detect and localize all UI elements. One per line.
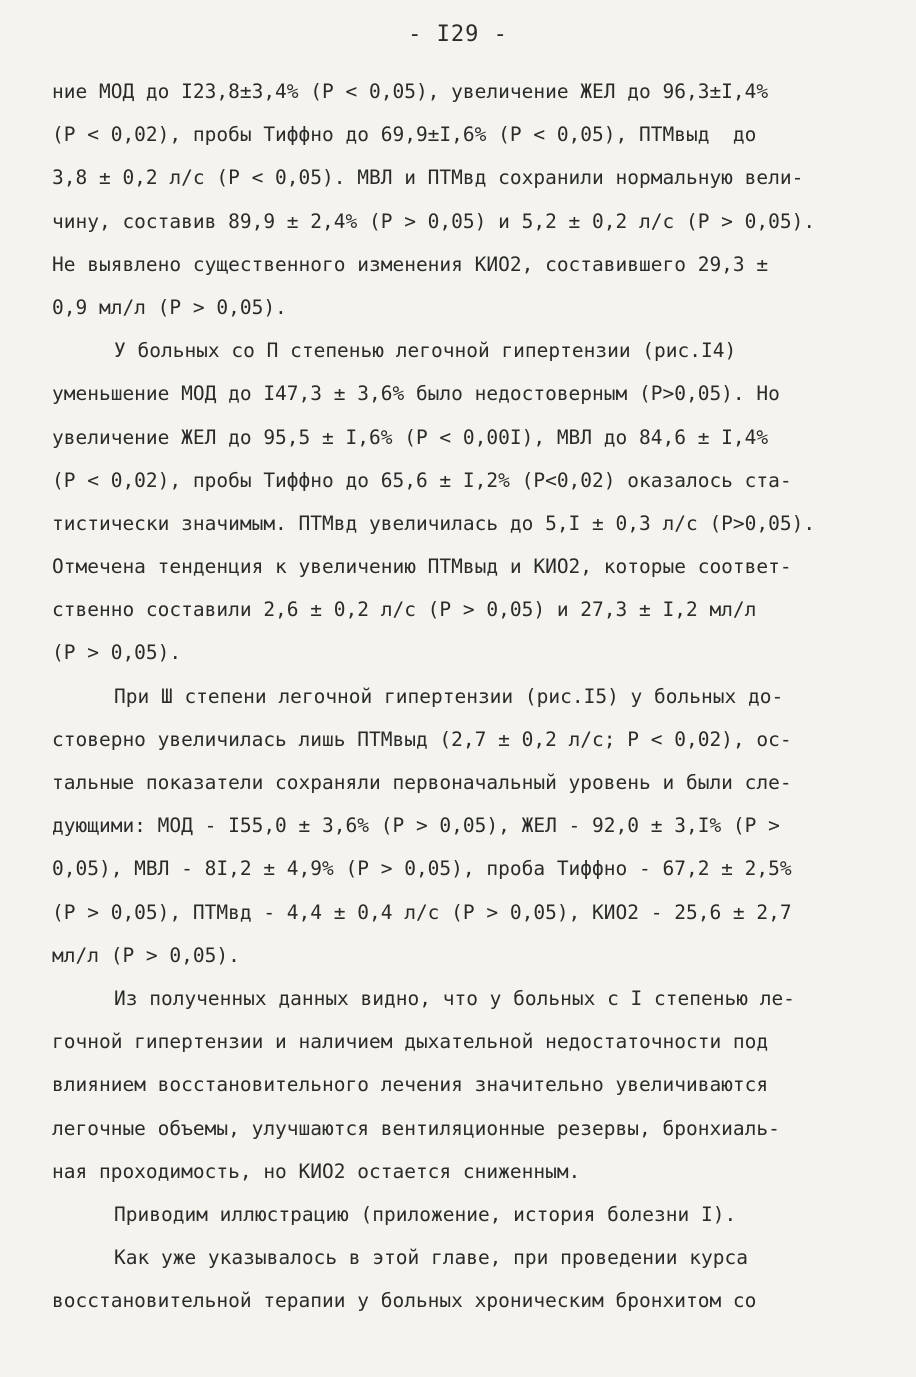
text-line: влиянием восстановительного лечения значительно увеличиваются: [52, 1073, 769, 1097]
text-line: тальные показатели сохраняли первоначальный уровень и были сле-: [52, 771, 792, 794]
text-line: гочной гипертензии и наличием дыхательной недостаточности под: [52, 1030, 769, 1054]
text-line: (P < 0,02), пробы Тиффно до 65,6 ± I,2% (P<0,02) оказалось ста-: [52, 468, 792, 492]
text-line: ние МОД до I23,8±3,4% (P < 0,05), увеличение ЖЕЛ до 96,3±I,4%: [52, 80, 769, 103]
text-line: мл/л (P > 0,05).: [52, 943, 240, 967]
text-line: (P < 0,02), пробы Тиффно до 69,9±I,6% (P < 0,05), ПТМвыд до: [52, 123, 757, 147]
text-line: 0,05), МВЛ - 8I,2 ± 4,9% (P > 0,05), проба Тиффно - 67,2 ± 2,5%: [52, 857, 792, 881]
text-line: восстановительной терапии у больных хроническим бронхитом со: [52, 1289, 757, 1313]
page-number: - I29 -: [408, 22, 508, 47]
text-line: ная проходимость, но КИО2 остается сниженным.: [52, 1159, 581, 1183]
body-text: [52, 70, 864, 1322]
text-line: Отмечена тенденция к увеличению ПТМвыд и КИО2, которые соответ-: [52, 555, 792, 579]
text-line: 3,8 ± 0,2 л/с (P < 0,05). МВЛ и ПТМвд сохранили нормальную вели-: [52, 166, 804, 190]
text-line: чину, составив 89,9 ± 2,4% (P > 0,05) и 5,2 ± 0,2 л/с (P > 0,05).: [52, 209, 816, 233]
paragraph-start-line: Из полученных данных видно, что у больных с I степенью ле-: [114, 986, 795, 1010]
paragraph-start-line: Приводим иллюстрацию (приложение, история болезни I).: [114, 1202, 737, 1226]
text-line: 0,9 мл/л (P > 0,05).: [52, 295, 287, 319]
paragraph-start-line: У больных со П степенью легочной гипертензии (рис.I4): [114, 339, 737, 363]
text-line: Не выявлено существенного изменения КИО2, составившего 29,3 ±: [52, 252, 769, 276]
text-line: легочные объемы, улучшаются вентиляционные резервы, бронхиаль-: [52, 1116, 780, 1140]
text-line: дующими: МОД - I55,0 ± 3,6% (P > 0,05), ЖЕЛ - 92,0 ± 3,I% (P >: [52, 814, 780, 838]
paragraph-start-line: При Ш степени легочной гипертензии (рис.I5) у больных до-: [114, 684, 784, 708]
text-line: увеличение ЖЕЛ до 95,5 ± I,6% (P < 0,00I), МВЛ до 84,6 ± I,4%: [52, 425, 769, 449]
text-line: уменьшение МОД до I47,3 ± 3,6% было недостоверным (P>0,05). Но: [52, 382, 780, 406]
text-line: стоверно увеличилась лишь ПТМвыд (2,7 ± 0,2 л/с; P < 0,02), ос-: [52, 727, 792, 751]
text-line: (P > 0,05), ПТМвд - 4,4 ± 0,4 л/с (P > 0,05), КИО2 - 25,6 ± 2,7: [52, 900, 792, 924]
text-line: ственно составили 2,6 ± 0,2 л/с (P > 0,05) и 27,3 ± I,2 мл/л: [52, 598, 757, 622]
text-line: тистически значимым. ПТМвд увеличилась до 5,I ± 0,3 л/с (P>0,05).: [52, 511, 816, 535]
paragraph-start-line: Как уже указывалось в этой главе, при проведении курса: [114, 1246, 748, 1270]
text-line: (P > 0,05).: [52, 641, 182, 665]
